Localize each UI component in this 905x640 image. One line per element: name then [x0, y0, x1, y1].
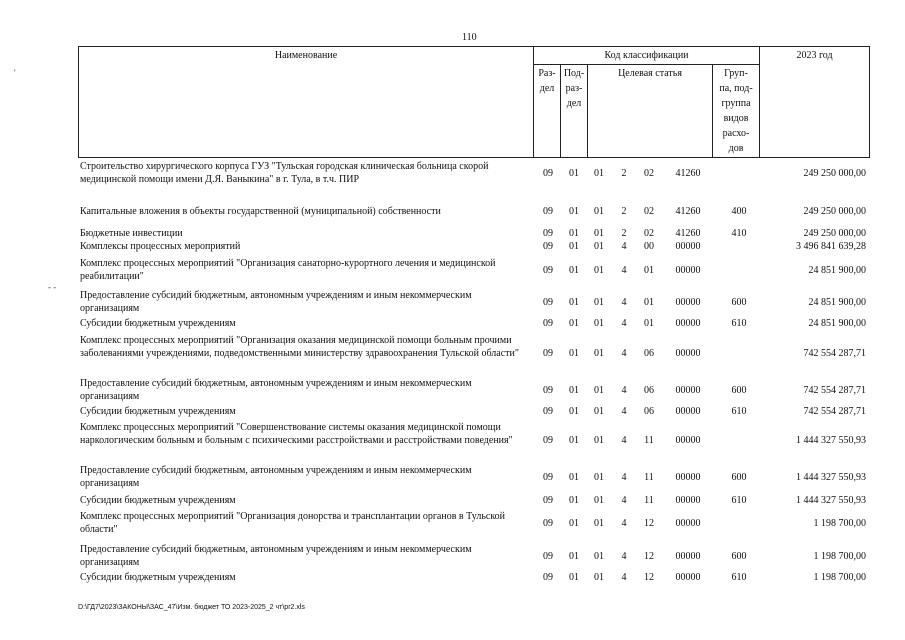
row-razdel: 09: [543, 318, 553, 329]
table-row: [78, 405, 869, 418]
table-row: [78, 317, 869, 330]
row-name: Субсидии бюджетным учреждениям: [80, 318, 236, 329]
row-podrazdel: 01: [569, 550, 579, 562]
row-target-part-2: 4: [621, 495, 627, 506]
row-razdel: 09: [543, 167, 553, 179]
row-razdel: 09: [543, 296, 553, 308]
row-amount: 24 851 900,00: [808, 318, 866, 329]
table-row: [78, 543, 869, 569]
row-name: Предоставление субсидий бюджетным, автономным учреждениям и иным некоммерческим организациям: [80, 544, 472, 568]
row-target-part-3: 06: [644, 348, 654, 359]
header-year: 2023 год: [760, 47, 870, 158]
row-target-part-4: 00000: [675, 241, 701, 252]
row-amount: 24 851 900,00: [808, 296, 866, 308]
row-target-part-3: 00: [644, 241, 654, 252]
row-name: Строительство хирургического корпуса ГУЗ "Тульская городская клиническая больница скорой медицинской помощи имени Д.Я. Ваныкина" в г. Тула, в т.ч. ПИР: [80, 161, 489, 185]
row-podrazdel: 01: [569, 517, 579, 529]
row-expense-type: 610: [731, 406, 747, 417]
row-target-part-2: 4: [621, 435, 627, 446]
row-target-part-1: 01: [594, 348, 604, 359]
table-row: [78, 160, 869, 186]
row-target-part-3: 11: [644, 435, 654, 446]
row-amount: 3 496 841 639,28: [796, 241, 866, 252]
row-target-part-2: 4: [621, 406, 627, 417]
row-target-part-2: 4: [621, 517, 627, 529]
row-target-part-2: 4: [621, 296, 627, 308]
header-classification: Код классификации: [534, 47, 760, 65]
row-target-part-1: 01: [594, 167, 604, 179]
row-expense-type: 610: [731, 318, 747, 329]
row-target-part-2: 2: [621, 228, 627, 239]
row-amount: 742 554 287,71: [803, 406, 866, 417]
row-name: Предоставление субсидий бюджетным, автономным учреждениям и иным некоммерческим организациям: [80, 378, 472, 402]
row-target-part-2: 4: [621, 550, 627, 562]
footer-file-path: D:\ГД7\2023\ЗАКОНЫ\ЗАС_47\Изм. бюджет ТО 2023-2025_2 чт\pr2.xls: [78, 604, 305, 611]
row-name: Комплексы процессных мероприятий: [80, 241, 241, 252]
row-name: Комплекс процессных мероприятий "Организация донорства и трансплантации органов в Тульской области": [80, 511, 506, 535]
table-row: [78, 464, 869, 490]
row-amount: 249 250 000,00: [803, 228, 866, 239]
row-target-part-3: 01: [644, 296, 654, 308]
row-target-part-1: 01: [594, 550, 604, 562]
row-name: Капитальные вложения в объекты государственной (муниципальной) собственности: [80, 206, 441, 217]
row-target-part-3: 12: [644, 550, 654, 562]
row-target-part-2: 4: [621, 348, 627, 359]
row-target-part-1: 01: [594, 241, 604, 252]
row-target-part-1: 01: [594, 517, 604, 529]
row-target-part-1: 01: [594, 228, 604, 239]
row-target-part-1: 01: [594, 384, 604, 396]
table-row: [78, 227, 869, 240]
row-amount: 1 444 327 550,93: [796, 471, 866, 483]
table-row: [78, 240, 869, 253]
row-target-part-3: 01: [644, 318, 654, 329]
row-expense-type: 600: [731, 550, 747, 562]
row-amount: 1 198 700,00: [813, 517, 866, 529]
margin-mark: ': [14, 68, 16, 78]
row-name: Комплекс процессных мероприятий "Совершенствование системы оказания медицинской помощи наркологическим больным и больным с психическими расстройствами и расстройствами поведения": [80, 422, 513, 446]
row-razdel: 09: [543, 228, 553, 239]
row-target-part-2: 4: [621, 572, 627, 583]
row-razdel: 09: [543, 384, 553, 396]
row-target-part-4: 00000: [675, 495, 701, 506]
row-amount: 249 250 000,00: [803, 167, 866, 179]
row-amount: 24 851 900,00: [808, 264, 866, 276]
row-target-part-1: 01: [594, 435, 604, 446]
row-target-part-3: 02: [644, 228, 654, 239]
margin-mark: - -: [48, 282, 57, 292]
row-podrazdel: 01: [569, 167, 579, 179]
row-amount: 1 198 700,00: [813, 572, 866, 583]
table-row: [78, 510, 869, 536]
row-razdel: 09: [543, 435, 553, 446]
row-target-part-3: 06: [644, 406, 654, 417]
row-podrazdel: 01: [569, 572, 579, 583]
row-podrazdel: 01: [569, 228, 579, 239]
row-target-part-4: 41260: [675, 167, 701, 179]
row-name: Субсидии бюджетным учреждениям: [80, 495, 236, 506]
row-name: Предоставление субсидий бюджетным, автономным учреждениям и иным некоммерческим организациям: [80, 290, 472, 314]
row-podrazdel: 01: [569, 495, 579, 506]
row-expense-type: 610: [731, 572, 747, 583]
header-podrazdel: Под- раз- дел: [561, 65, 588, 158]
row-target-part-4: 41260: [675, 228, 701, 239]
row-name: Субсидии бюджетным учреждениям: [80, 572, 236, 583]
row-target-part-3: 12: [644, 517, 654, 529]
header-vid: Груп- па, под- группа видов расхо- дов: [713, 65, 760, 158]
row-target-part-1: 01: [594, 264, 604, 276]
table-row: [78, 377, 869, 403]
row-target-part-1: 01: [594, 296, 604, 308]
table-header: [78, 46, 870, 158]
row-expense-type: 610: [731, 495, 747, 506]
row-target-part-4: 00000: [675, 550, 701, 562]
row-target-part-1: 01: [594, 572, 604, 583]
row-target-part-2: 4: [621, 384, 627, 396]
row-target-part-3: 06: [644, 384, 654, 396]
row-target-part-3: 11: [644, 495, 654, 506]
table-row: [78, 494, 869, 507]
row-target-part-4: 00000: [675, 348, 701, 359]
table-row: [78, 257, 869, 283]
table-row: [78, 571, 869, 584]
row-razdel: 09: [543, 406, 553, 417]
table-row: [78, 289, 869, 315]
row-target-part-2: 4: [621, 471, 627, 483]
row-target-part-3: 01: [644, 264, 654, 276]
row-target-part-4: 00000: [675, 264, 701, 276]
header-razdel: Раз- дел: [534, 65, 561, 158]
row-podrazdel: 01: [569, 296, 579, 308]
row-target-part-4: 00000: [675, 296, 701, 308]
row-name: Комплекс процессных мероприятий "Организация оказания медицинской помощи больным прочими заболеваниями учреждениями, подведомственными министерству здравоохранения Тульской области": [80, 335, 519, 359]
row-target-part-2: 4: [621, 264, 627, 276]
row-target-part-4: 00000: [675, 435, 701, 446]
row-expense-type: 600: [731, 384, 747, 396]
row-amount: 1 198 700,00: [813, 550, 866, 562]
row-target-part-1: 01: [594, 406, 604, 417]
row-target-part-2: 2: [621, 206, 627, 217]
row-target-part-1: 01: [594, 495, 604, 506]
row-name: Субсидии бюджетным учреждениям: [80, 406, 236, 417]
row-amount: 1 444 327 550,93: [796, 495, 866, 506]
row-expense-type: 600: [731, 296, 747, 308]
row-target-part-2: 4: [621, 318, 627, 329]
row-amount: 1 444 327 550,93: [796, 435, 866, 446]
row-razdel: 09: [543, 206, 553, 217]
row-amount: 249 250 000,00: [803, 206, 866, 217]
row-target-part-4: 00000: [675, 572, 701, 583]
row-podrazdel: 01: [569, 435, 579, 446]
row-target-part-3: 11: [644, 471, 654, 483]
header-target: Целевая статья: [588, 65, 713, 158]
row-target-part-3: 02: [644, 206, 654, 217]
header-name: Наименование: [79, 47, 534, 158]
row-name: Предоставление субсидий бюджетным, автономным учреждениям и иным некоммерческим организациям: [80, 465, 472, 489]
row-razdel: 09: [543, 495, 553, 506]
row-target-part-1: 01: [594, 206, 604, 217]
row-razdel: 09: [543, 550, 553, 562]
row-amount: 742 554 287,71: [803, 348, 866, 359]
row-expense-type: 600: [731, 471, 747, 483]
row-podrazdel: 01: [569, 264, 579, 276]
row-target-part-2: 2: [621, 167, 627, 179]
row-podrazdel: 01: [569, 348, 579, 359]
row-name: Комплекс процессных мероприятий "Организация санаторно-курортного лечения и медицинской реабилитации": [80, 258, 496, 282]
row-razdel: 09: [543, 264, 553, 276]
row-name: Бюджетные инвестиции: [80, 228, 183, 239]
page-number: 110: [462, 32, 477, 43]
row-target-part-4: 41260: [675, 206, 701, 217]
row-target-part-4: 00000: [675, 406, 701, 417]
row-target-part-1: 01: [594, 471, 604, 483]
row-target-part-3: 02: [644, 167, 654, 179]
row-target-part-4: 00000: [675, 384, 701, 396]
row-podrazdel: 01: [569, 471, 579, 483]
row-expense-type: 400: [731, 206, 747, 217]
row-podrazdel: 01: [569, 241, 579, 252]
row-target-part-2: 4: [621, 241, 627, 252]
row-target-part-1: 01: [594, 318, 604, 329]
table-row: [78, 205, 869, 218]
row-razdel: 09: [543, 348, 553, 359]
table-row: [78, 334, 869, 373]
row-podrazdel: 01: [569, 406, 579, 417]
row-target-part-3: 12: [644, 572, 654, 583]
table-row: [78, 421, 869, 460]
row-amount: 742 554 287,71: [803, 384, 866, 396]
row-podrazdel: 01: [569, 206, 579, 217]
row-razdel: 09: [543, 572, 553, 583]
row-razdel: 09: [543, 517, 553, 529]
row-target-part-4: 00000: [675, 517, 701, 529]
row-podrazdel: 01: [569, 318, 579, 329]
row-expense-type: 410: [731, 228, 747, 239]
row-target-part-4: 00000: [675, 471, 701, 483]
row-razdel: 09: [543, 471, 553, 483]
row-podrazdel: 01: [569, 384, 579, 396]
row-razdel: 09: [543, 241, 553, 252]
row-target-part-4: 00000: [675, 318, 701, 329]
